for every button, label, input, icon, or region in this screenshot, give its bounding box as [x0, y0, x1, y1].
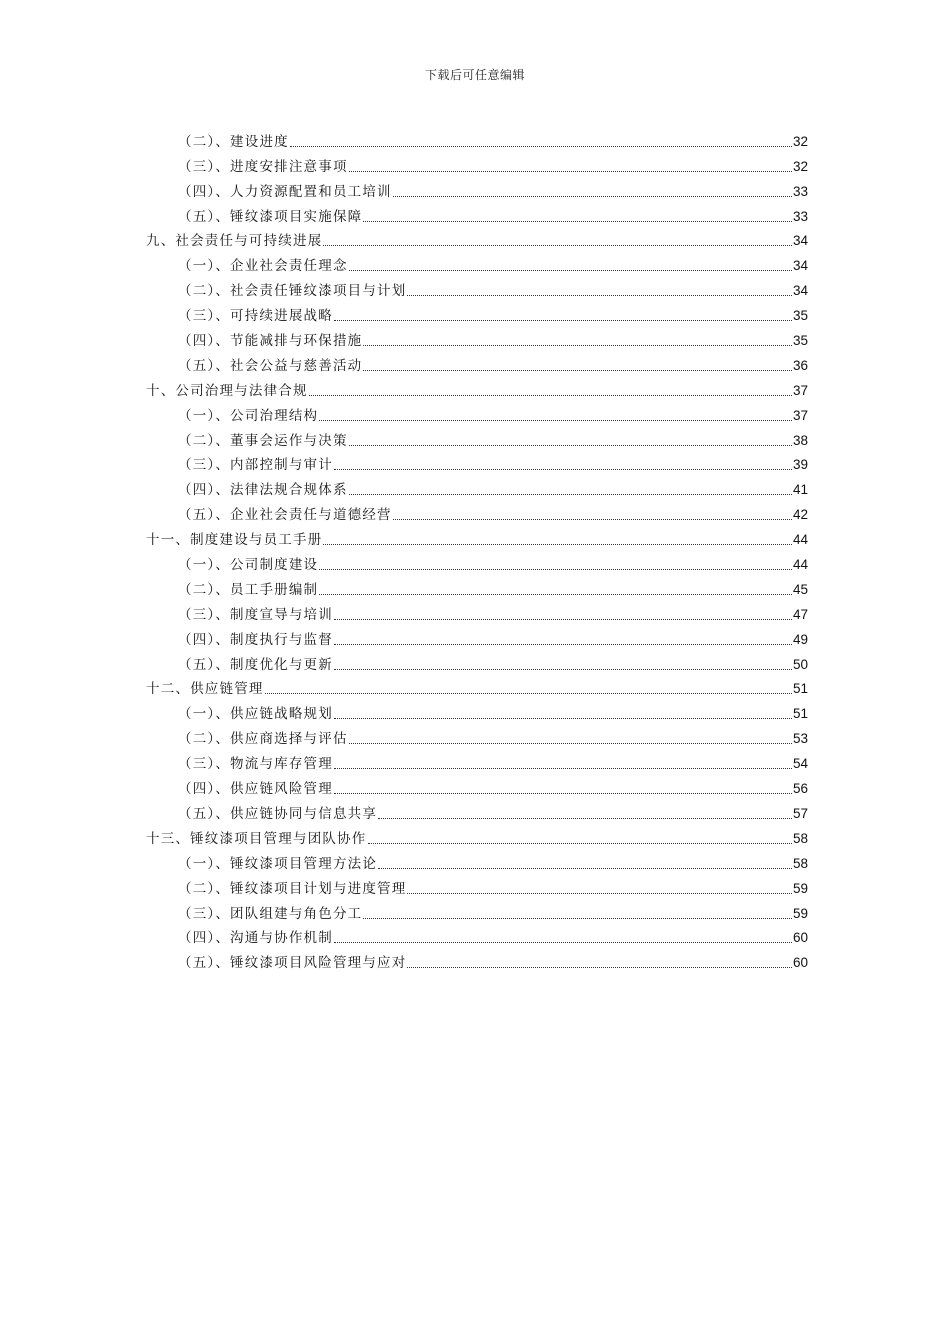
toc-entry-title: （三）、物流与库存管理: [178, 756, 333, 773]
toc-dot-leader: [319, 569, 792, 570]
toc-dot-leader: [363, 221, 792, 222]
toc-page-number: 51: [792, 706, 808, 722]
toc-dot-leader: [378, 868, 792, 869]
toc-dot-leader: [349, 494, 792, 495]
toc-dot-leader: [334, 793, 792, 794]
toc-entry-title: （二）、供应商选择与评估: [178, 731, 348, 748]
toc-section-entry[interactable]: [146, 126, 808, 151]
toc-chapter-entry[interactable]: [146, 375, 808, 400]
toc-dot-leader: [290, 146, 792, 147]
toc-dot-leader: [334, 718, 792, 719]
toc-section-entry[interactable]: [146, 400, 808, 425]
toc-dot-leader: [393, 519, 792, 520]
toc-page-number: 59: [792, 880, 808, 896]
toc-dot-leader: [334, 669, 792, 670]
toc-chapter-entry[interactable]: [146, 524, 808, 549]
toc-entry-title: 十二、供应链管理: [146, 681, 264, 698]
toc-dot-leader: [334, 619, 792, 620]
toc-entry-title: 十、公司治理与法律合规: [146, 382, 308, 399]
toc-section-entry[interactable]: [146, 848, 808, 873]
toc-dot-leader: [407, 893, 792, 894]
toc-page-number: 58: [792, 830, 808, 846]
toc-section-entry[interactable]: [146, 350, 808, 375]
toc-dot-leader: [265, 693, 792, 694]
page-header: 下载后可任意编辑: [424, 68, 525, 82]
toc-section-entry[interactable]: [146, 325, 808, 350]
toc-page-number: 41: [792, 482, 808, 498]
toc-section-entry[interactable]: [146, 798, 808, 823]
toc-entry-title: （三）、团队组建与角色分工: [178, 905, 363, 922]
toc-page-number: 33: [792, 208, 808, 224]
toc-dot-leader: [407, 967, 792, 968]
toc-chapter-entry[interactable]: [146, 674, 808, 699]
toc-section-entry[interactable]: [146, 898, 808, 923]
toc-entry-title: （四）、制度执行与监督: [178, 631, 333, 648]
toc-page-number: 50: [792, 656, 808, 672]
toc-entry-title: 九、社会责任与可持续进展: [146, 233, 323, 250]
toc-section-entry[interactable]: [146, 250, 808, 275]
toc-dot-leader: [363, 370, 792, 371]
toc-page-number: 39: [792, 457, 808, 473]
toc-entry-title: （三）、进度安排注意事项: [178, 158, 348, 175]
toc-section-entry[interactable]: [146, 723, 808, 748]
toc-section-entry[interactable]: [146, 574, 808, 599]
toc-entry-title: （三）、制度宣导与培训: [178, 606, 333, 623]
toc-section-entry[interactable]: [146, 151, 808, 176]
toc-dot-leader: [319, 594, 792, 595]
toc-section-entry[interactable]: [146, 275, 808, 300]
toc-dot-leader: [393, 196, 792, 197]
toc-section-entry[interactable]: [146, 450, 808, 475]
toc-section-entry[interactable]: [146, 748, 808, 773]
toc-entry-title: （五）、社会公益与慈善活动: [178, 357, 363, 374]
toc-page-number: 37: [792, 407, 808, 423]
toc-page-number: 56: [792, 781, 808, 797]
toc-section-entry[interactable]: [146, 624, 808, 649]
toc-entry-title: （四）、供应链风险管理: [178, 781, 333, 798]
toc-entry-title: （五）、制度优化与更新: [178, 656, 333, 673]
toc-dot-leader: [334, 768, 792, 769]
toc-dot-leader: [323, 245, 792, 246]
toc-section-entry[interactable]: [146, 549, 808, 574]
toc-section-entry[interactable]: [146, 873, 808, 898]
toc-section-entry[interactable]: [146, 176, 808, 201]
toc-dot-leader: [319, 420, 792, 421]
toc-page-number: 32: [792, 133, 808, 149]
toc-entry-title: （五）、锤纹漆项目风险管理与应对: [178, 955, 407, 972]
toc-entry-title: 十三、锤纹漆项目管理与团队协作: [146, 830, 367, 847]
toc-page-number: 33: [792, 183, 808, 199]
toc-page-number: 37: [792, 382, 808, 398]
toc-page-number: 38: [792, 432, 808, 448]
toc-dot-leader: [349, 743, 792, 744]
toc-entry-title: （四）、沟通与协作机制: [178, 930, 333, 947]
toc-entry-title: （三）、可持续进展战略: [178, 308, 333, 325]
toc-entry-title: （一）、企业社会责任理念: [178, 258, 348, 275]
toc-entry-title: （二）、董事会运作与决策: [178, 432, 348, 449]
toc-page-number: 59: [792, 905, 808, 921]
toc-entry-title: 十一、制度建设与员工手册: [146, 532, 323, 549]
toc-page-number: 35: [792, 308, 808, 324]
toc-dot-leader: [407, 295, 792, 296]
toc-page-number: 34: [792, 283, 808, 299]
toc-section-entry[interactable]: [146, 425, 808, 450]
table-of-contents: [146, 126, 808, 972]
toc-page-number: 58: [792, 855, 808, 871]
toc-page-number: 51: [792, 681, 808, 697]
toc-entry-title: （二）、建设进度: [178, 133, 289, 150]
toc-entry-title: （二）、社会责任锤纹漆项目与计划: [178, 283, 407, 300]
toc-entry-title: （四）、人力资源配置和员工培训: [178, 183, 392, 200]
toc-entry-title: （一）、公司治理结构: [178, 407, 319, 424]
toc-dot-leader: [378, 818, 792, 819]
toc-section-entry[interactable]: [146, 599, 808, 624]
toc-page-number: 36: [792, 357, 808, 373]
toc-page-number: 32: [792, 158, 808, 174]
toc-section-entry[interactable]: [146, 300, 808, 325]
toc-page-number: 42: [792, 507, 808, 523]
toc-entry-title: （四）、节能减排与环保措施: [178, 333, 363, 350]
toc-section-entry[interactable]: [146, 474, 808, 499]
toc-dot-leader: [309, 395, 792, 396]
toc-page-number: 53: [792, 731, 808, 747]
toc-page-number: 47: [792, 606, 808, 622]
toc-page-number: 45: [792, 581, 808, 597]
toc-entry-title: （五）、锤纹漆项目实施保障: [178, 208, 363, 225]
toc-entry-title: （一）、公司制度建设: [178, 557, 319, 574]
toc-page-number: 60: [792, 930, 808, 946]
toc-entry-title: （五）、供应链协同与信息共享: [178, 805, 378, 822]
toc-section-entry[interactable]: [146, 201, 808, 226]
toc-dot-leader: [349, 270, 792, 271]
toc-entry-title: （二）、锤纹漆项目计划与进度管理: [178, 880, 407, 897]
toc-entry-title: （五）、企业社会责任与道德经营: [178, 507, 392, 524]
toc-page-number: 44: [792, 557, 808, 573]
toc-dot-leader: [368, 843, 792, 844]
toc-page-number: 60: [792, 955, 808, 971]
toc-page-number: 49: [792, 631, 808, 647]
toc-dot-leader: [334, 942, 792, 943]
toc-entry-title: （二）、员工手册编制: [178, 581, 319, 598]
toc-entry-title: （一）、锤纹漆项目管理方法论: [178, 855, 378, 872]
toc-page-number: 35: [792, 333, 808, 349]
toc-page-number: 44: [792, 532, 808, 548]
toc-dot-leader: [323, 544, 792, 545]
toc-section-entry[interactable]: [146, 923, 808, 948]
toc-chapter-entry[interactable]: [146, 823, 808, 848]
toc-entry-title: （四）、法律法规合规体系: [178, 482, 348, 499]
toc-page-number: 34: [792, 258, 808, 274]
toc-section-entry[interactable]: [146, 947, 808, 972]
toc-dot-leader: [334, 469, 792, 470]
toc-dot-leader: [334, 644, 792, 645]
toc-page-number: 34: [792, 233, 808, 249]
toc-section-entry[interactable]: [146, 649, 808, 674]
toc-dot-leader: [363, 345, 792, 346]
toc-section-entry[interactable]: [146, 698, 808, 723]
toc-chapter-entry[interactable]: [146, 226, 808, 251]
toc-entry-title: （一）、供应链战略规划: [178, 706, 333, 723]
toc-section-entry[interactable]: [146, 773, 808, 798]
toc-dot-leader: [349, 445, 792, 446]
toc-dot-leader: [349, 171, 792, 172]
toc-page-number: 54: [792, 756, 808, 772]
toc-page-number: 57: [792, 805, 808, 821]
toc-entry-title: （三）、内部控制与审计: [178, 457, 333, 474]
toc-section-entry[interactable]: [146, 499, 808, 524]
toc-dot-leader: [334, 320, 792, 321]
toc-dot-leader: [363, 918, 792, 919]
